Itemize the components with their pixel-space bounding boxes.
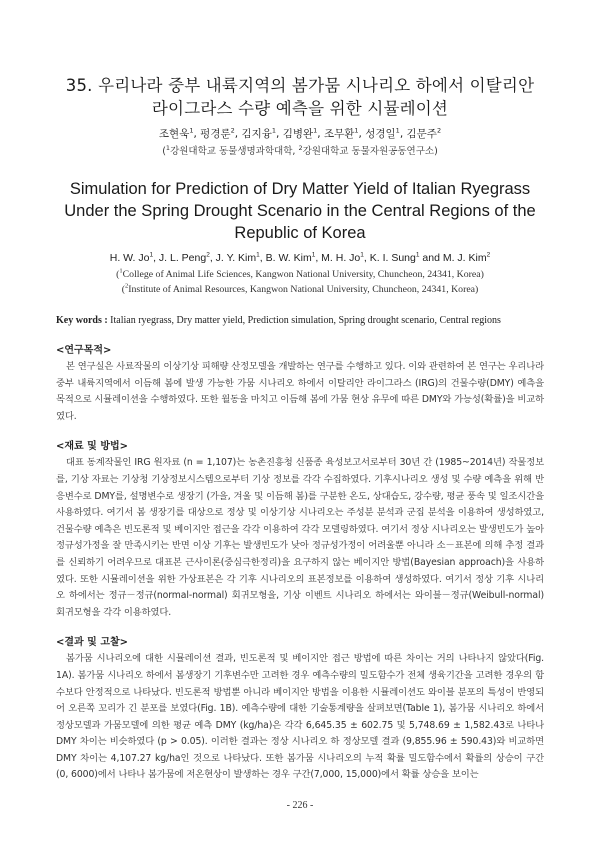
paper-page	[56, 0, 544, 784]
korean-author: 성경일$^1$	[365, 126, 400, 140]
korean-author: 조무환$^1$	[323, 126, 359, 140]
page-number: - 226 -	[286, 800, 314, 811]
keywords	[56, 313, 544, 329]
korean-author: 김지융$^1$	[241, 126, 277, 140]
keywords-text: Italian ryegrass, Dry matter yield, Prediction simulation, Spring drought scenario, Central regions	[110, 315, 501, 326]
english-affiliation-2: ($^2$Institute of Animal Resources, Kangwon National University, Chuncheon, 24341, Korea)	[121, 282, 479, 295]
english-author: J. L. Peng$^2$	[158, 251, 210, 264]
english-author: B. W. Kim$^1$	[265, 251, 316, 264]
english-title-line-2: Under the Spring Drought Scenario in the Central Regions of the	[64, 202, 536, 220]
english-title-line-1: Simulation for Prediction of Dry Matter Yield of Italian Ryegrass	[69, 180, 531, 198]
korean-title-line-2: 라이그라스 수량 예측을 위한 시뮬레이션	[151, 99, 449, 118]
english-author: M. H. Jo$^1$	[321, 251, 364, 264]
english-author: M. J. Kim$^2$	[442, 251, 491, 264]
korean-affiliation: ($^1$강원대학교 동물생명과학대학, $^2$강원대학교 동물자원공동연구소)	[162, 143, 438, 157]
english-author: J. Y. Kim$^1$	[215, 251, 260, 264]
english-title	[56, 178, 544, 244]
korean-author: 펑경룬$^2$	[200, 126, 235, 140]
section-heading-results: <결과 및 고찰>	[56, 637, 129, 649]
english-author: H. W. Jo$^1$	[109, 251, 154, 264]
english-author: K. I. Sung$^1$	[369, 251, 420, 264]
section-heading-methods: <재료 및 방법>	[56, 441, 129, 453]
section-body-purpose: 본 연구실은 사료작물의 이상기상 피해량 산정모델을 개발하는 연구를 수행하고 있다. 이와 관련하여 본 연구는 우리나라 중부 내륙지역에서 이듬해 봄에 발생 가능한 가뭄 시나리오 하에서 이탈리안 라이그라스 (IRG)의 건물수량(DMY) 예측을 목적으로 시뮬레이션을 수행하였다. 또한 월동을 마치고 이듬해 봄에 가뭄 현상 유무에 따른 DMY와 가능성(확률)을 비교하였다.	[56, 361, 544, 422]
korean-author: 김병완$^1$	[282, 126, 318, 140]
section-body-results: 봄가뭄 시나리오에 대한 시뮬레이션 결과, 빈도론적 및 베이지안 접근 방법에 따른 차이는 거의 나타나지 않았다(Fig. 1A). 봄가뭄 시나리오 하에서 봄생장기 기후변수만 고려한 경우 예측수량의 밀도함수가 전체 생육기간을 고려한 경우의 함수보다 안정적으로 나타났다. 빈도론적 방법뿐 아니라 베이지안 방법을 이용한 시뮬레이션도 와이블 분포의 특성이 반영되어 오른쪽 꼬리가 긴 분포를 보였다(Fig. 1B). 예측수량에 대한 기술통계량을 살펴보면(Table 1), 봄가뭄 시나리오 하에서 정상모델과 가뭄모델에 의한 평균 예측 DMY (kg/ha)은 각각 6,645.35 ± 602.75 및 5,748.69 ± 1,582.43로 나타나 DMY 차이는 비슷하였다 (p > 0.05). 이러한 결과는 정상 시나리오 하 정상모델 결과 (9,855.96 ± 590.43)와 비교하면 DMY 차이는 4,107.27 kg/ha인 것으로 나타났다. 또한 봄가뭄 시나리오의 누적 확률 밀도함수에서 확률의 상승이 구간 (0, 6000)에서 나타나 봄가뭄에 저온현상이 발생하는 경우 구간(7,000, 15,000)에서 확률 상승을 보이는	[56, 653, 544, 781]
korean-title-line-1: 35. 우리나라 중부 내륙지역의 봄가뭄 시나리오 하에서 이탈리안	[65, 76, 535, 95]
english-title-line-3: Republic of Korea	[234, 224, 366, 242]
keywords-label: Key words :	[56, 315, 108, 326]
korean-authors: 조현욱$^1$, 펑경룬$^2$, 김지융$^1$, 김병완$^1$, 조무환$^1$, 성경일$^1$, 김문주$^2$	[158, 126, 442, 140]
korean-title	[56, 74, 544, 120]
english-affiliation-1: ($^1$College of Animal Life Sciences, Kangwon National University, Chuncheon, 24341, Korea)	[116, 267, 484, 280]
section-body-methods: 대표 동계작물인 IRG 원자료 (n = 1,107)는 농촌진흥청 신품종 육성보고서로부터 30년 간 (1985~2014년) 작물정보를, 기상 자료는 기상청 기상정보시스템으로부터 기상 정보를 각각 수집하였다. 기후시나리오 생성 및 수량 예측을 위해 반응변수로 DMY를, 설명변수로 생장기 (가을, 겨울 및 이듬해 봄)를 구분한 온도, 상대습도, 강수량, 평균 풍속 및 일조시간을 사용하였다. 여기서 봄 생장기를 대상으로 정상 및 이상기상 시나리오는 주성분 분석과 군집 분석을 이용하여 생성하였고, 건물수량 예측은 빈도론적 및 베이지안 접근을 각각 이용하여 각각 모델링하였다. 여기서 정상 시나리오는 발생빈도가 높아 정규성가정을 잘 만족시키는 반면 이상 기후는 발생빈도가 낮아 정규성가정이 어려울뿐 아니라 소－표본에 의해 추정 결과를 신뢰하기 어려우므로 대표본 근사이론(중심극한정리)을 요구하지 않는 베이지안 방법(Bayesian approach)을 사용하였다. 또한 시뮬레이션을 위한 가상표본은 각 기후 시나리오의 표본정보를 이용하여 생성하였다. 여기서 정상 기후 시나리오 하에서는 정규－정규(normal-normal) 회귀모형을, 기상 이벤트 시나리오 하에서는 와이블－정규(Weibull-normal) 회귀모형을 각각 이용하였다.	[56, 457, 544, 618]
section-heading-purpose: <연구목적>	[56, 345, 112, 356]
english-authors: H. W. Jo$^1$, J. L. Peng$^2$, J. Y. Kim$^1$, B. W. Kim$^1$, M. H. Jo$^1$, K. I. Sung$^1$ and M. J. Kim$^2$	[109, 251, 491, 264]
korean-author: 조현욱$^1$	[158, 126, 194, 140]
korean-author: 김문주$^2$	[406, 126, 442, 140]
